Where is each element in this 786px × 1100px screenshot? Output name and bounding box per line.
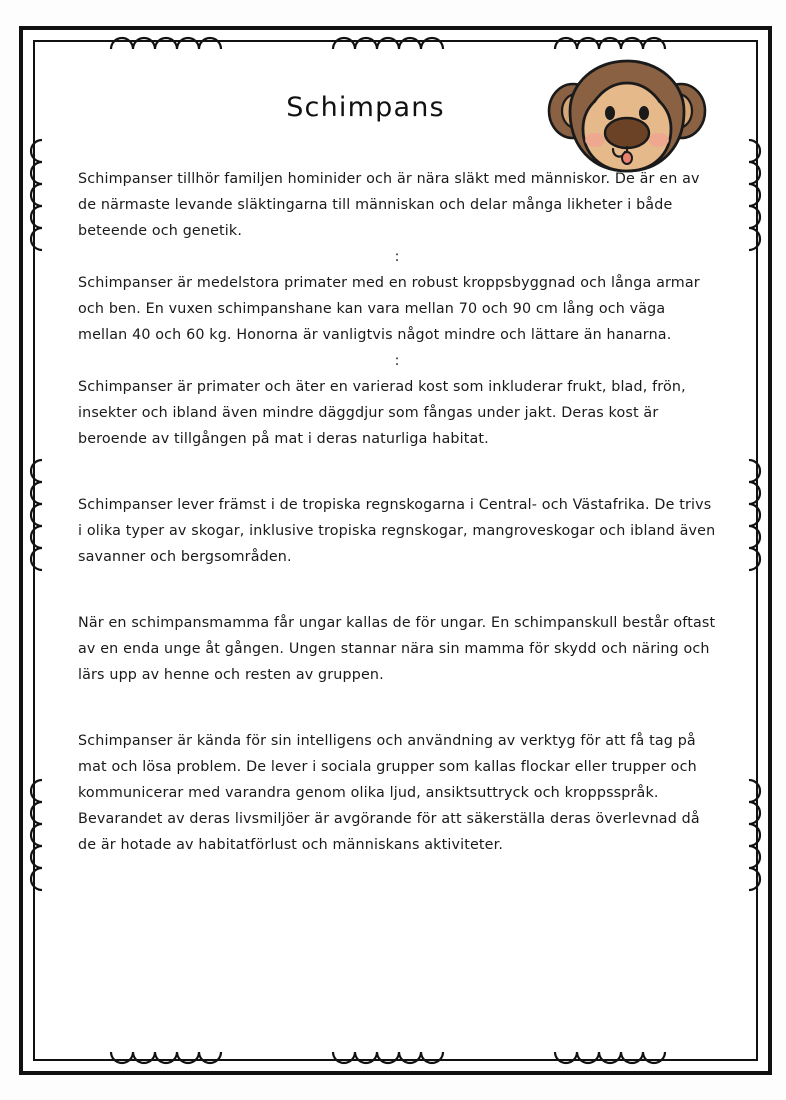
paragraph-5: När en schimpansmamma får ungar kallas de för ungar. En schimpanskull består oftast av en enda unge åt gången. Ungen stannar nära sin mamma för skydd och näring och lärs upp av henne och resten av gruppen. bbox=[78, 615, 716, 683]
worksheet-sheet bbox=[19, 26, 772, 1075]
monkey-face-icon bbox=[547, 55, 707, 183]
paragraph-1: Schimpanser tillhör familjen hominider och är nära släkt med människor. De är en av de närmaste levande släktingarna till människan och delar många likheter i både beteende och genetik. bbox=[78, 171, 700, 239]
paragraph-2: Schimpanser är medelstora primater med en robust kroppsbyggnad och långa armar och ben. En vuxen schimpanshane kan vara mellan 70 och 90 cm lång och väga mellan 40 och 60 kg. Honorna är vanligtvis något mindre och lättare än hanarna. bbox=[78, 275, 700, 343]
paragraph-gap-2 bbox=[78, 584, 716, 610]
article-body bbox=[78, 166, 716, 872]
paragraph-gap-1 bbox=[78, 466, 716, 492]
paragraph-gap-3 bbox=[78, 702, 716, 728]
worksheet-content bbox=[19, 26, 772, 1075]
paragraph-4: Schimpanser lever främst i de tropiska regnskogarna i Central- och Västafrika. De trivs i olika typer av skogar, inklusive tropiska regnskogar, mangroveskogar och ibland även savanner och bergsområden. bbox=[78, 497, 716, 565]
page-title: Schimpans bbox=[286, 92, 445, 123]
paragraph-separator-1: : bbox=[394, 249, 400, 265]
paragraph-separator-2: : bbox=[394, 353, 400, 369]
paragraph-6: Schimpanser är kända för sin intelligens och användning av verktyg för att få tag på mat och lösa problem. De lever i sociala grupper som kallas flockar eller trupper och kommunicerar med varandra genom olika ljud, ansiktsuttryck och kroppsspråk. Bevarandet av deras livsmiljöer är avgörande för att säkerställa deras överlevnad då de är hotade av habitatförlust och människans aktiviteter. bbox=[78, 733, 700, 853]
paragraph-3: Schimpanser är primater och äter en varierad kost som inkluderar frukt, blad, frön, insekter och ibland även mindre däggdjur som fångas under jakt. Deras kost är beroende av tillgången på mat i deras naturliga habitat. bbox=[78, 379, 686, 447]
